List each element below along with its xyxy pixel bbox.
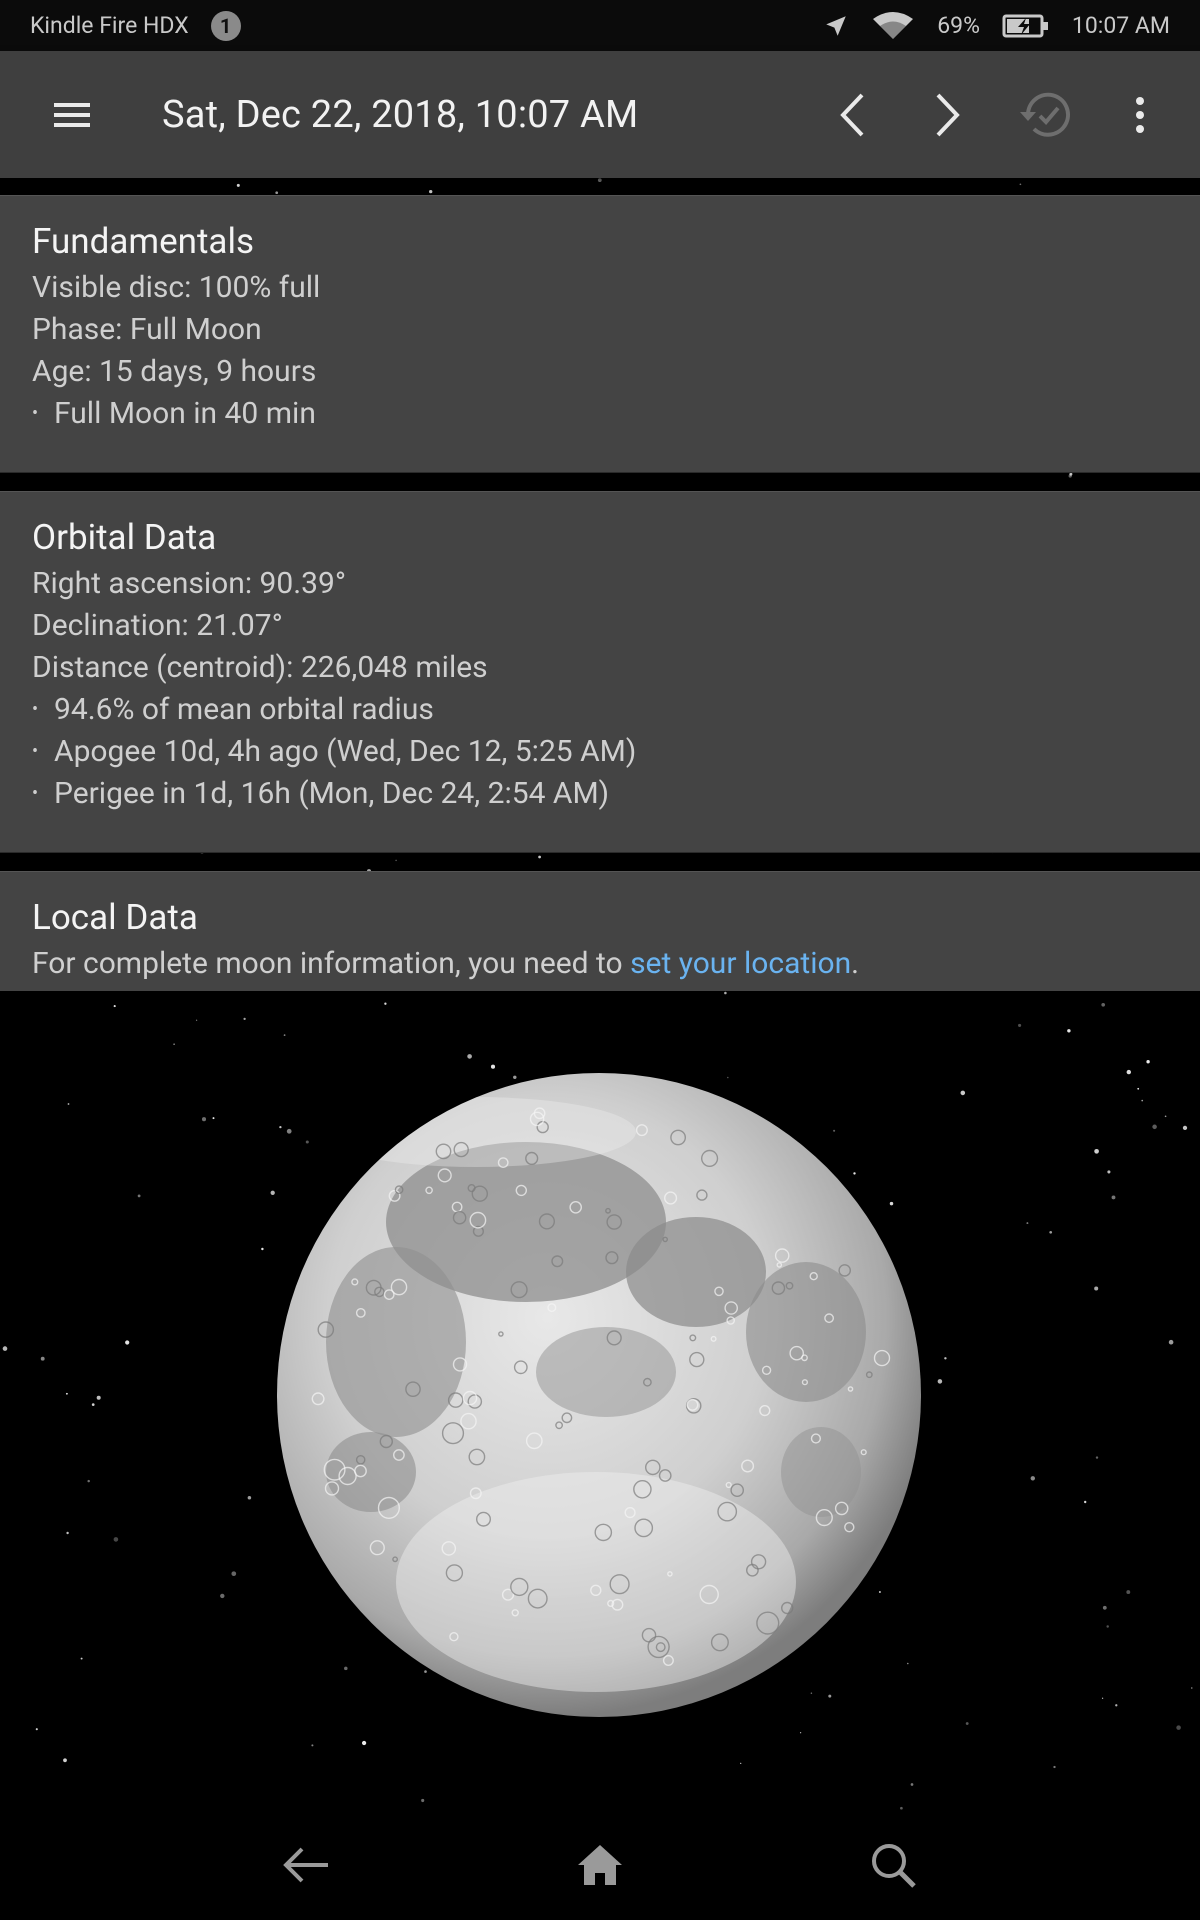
perigee-item — [32, 773, 1168, 815]
clock-time: 10:07 AM — [1071, 12, 1170, 39]
star — [68, 1103, 70, 1105]
star — [3, 1346, 8, 1351]
distance: Distance (centroid): 226,048 miles — [32, 650, 488, 685]
star — [429, 190, 432, 193]
star — [138, 1195, 141, 1198]
bullet-dot-icon: • — [32, 741, 39, 762]
chevron-left-icon[interactable] — [804, 67, 900, 163]
star — [114, 1537, 119, 1542]
star — [1141, 1100, 1143, 1102]
star — [1112, 1195, 1116, 1199]
star — [81, 1658, 83, 1660]
star — [237, 184, 240, 187]
status-bar — [0, 0, 1200, 51]
star — [1176, 1725, 1181, 1730]
star — [275, 191, 278, 194]
star — [36, 1728, 38, 1730]
star — [740, 1763, 741, 1764]
system-nav-bar — [0, 1810, 1200, 1920]
star — [1026, 1222, 1028, 1224]
battery-charging-icon — [1002, 13, 1050, 39]
full-moon-countdown-text: Full Moon in 40 min — [54, 396, 316, 431]
star — [362, 1741, 366, 1745]
star — [1067, 1029, 1070, 1032]
apogee-text: Apogee 10d, 4h ago (Wed, Dec 12, 5:25 AM) — [54, 734, 637, 769]
perigee-text: Perigee in 1d, 16h (Mon, Dec 24, 2:54 AM) — [54, 776, 610, 811]
star — [114, 1005, 116, 1007]
star — [97, 1396, 101, 1400]
star — [395, 860, 397, 862]
star — [724, 992, 727, 995]
search-icon[interactable] — [843, 1815, 943, 1915]
star — [1191, 1687, 1192, 1688]
star — [538, 856, 541, 859]
star — [261, 1248, 263, 1250]
star — [1101, 1003, 1105, 1007]
star — [271, 1191, 275, 1195]
wifi-icon — [871, 11, 915, 41]
more-vert-icon[interactable] — [1092, 67, 1188, 163]
star — [248, 1496, 252, 1500]
menu-icon[interactable] — [36, 79, 108, 151]
star — [1152, 1125, 1157, 1130]
back-arrow-icon[interactable] — [257, 1815, 357, 1915]
local-data-prefix: For complete moon information, you need to — [32, 946, 631, 981]
star — [66, 1532, 68, 1534]
star — [598, 178, 602, 182]
local-data-message — [32, 943, 1168, 985]
fundamentals-card — [0, 195, 1200, 473]
battery-percent: 69% — [937, 12, 980, 39]
star — [911, 1783, 914, 1786]
location-arrow-icon — [823, 13, 849, 39]
star — [1137, 1088, 1139, 1090]
star — [231, 1571, 236, 1576]
home-icon[interactable] — [550, 1815, 650, 1915]
star — [1127, 1070, 1131, 1074]
fundamentals-title: Fundamentals — [32, 221, 255, 262]
local-data-card — [0, 871, 1200, 991]
star — [66, 1393, 68, 1395]
local-data-suffix: . — [851, 946, 860, 981]
set-location-link[interactable]: set your location — [630, 946, 852, 981]
star — [491, 1065, 495, 1069]
star — [1094, 1286, 1098, 1290]
star — [1102, 1698, 1103, 1699]
star — [1103, 1606, 1107, 1610]
visible-disc: Visible disc: 100% full — [32, 270, 321, 305]
star — [1031, 1476, 1035, 1480]
star — [63, 1758, 67, 1762]
star — [1107, 1170, 1110, 1173]
chevron-right-icon[interactable] — [900, 67, 996, 163]
star — [1115, 1704, 1117, 1706]
star — [311, 1744, 313, 1746]
bullet-dot-icon: • — [32, 403, 39, 424]
star — [87, 1480, 89, 1482]
history-clock-icon[interactable] — [996, 67, 1092, 163]
star — [173, 1043, 175, 1045]
star — [284, 1034, 286, 1036]
star — [800, 1732, 801, 1733]
star — [467, 1054, 472, 1059]
star — [1020, 183, 1022, 185]
local-data-title: Local Data — [32, 897, 198, 938]
mean-radius-text: 94.6% of mean orbital radius — [54, 692, 434, 727]
device-name: Kindle Fire HDX — [30, 12, 189, 39]
moon-age: Age: 15 days, 9 hours — [32, 354, 317, 389]
star — [196, 1020, 197, 1021]
star — [1069, 473, 1072, 476]
app-toolbar — [0, 51, 1200, 178]
star — [92, 1403, 95, 1406]
orbital-data-card — [0, 491, 1200, 853]
star — [384, 1003, 386, 1005]
right-ascension: Right ascension: 90.39° — [32, 566, 347, 601]
star — [1084, 1501, 1086, 1503]
apogee-item — [32, 731, 1168, 773]
full-moon-countdown — [32, 393, 1168, 435]
star — [1018, 1024, 1021, 1027]
star — [1126, 1590, 1130, 1594]
star — [125, 1340, 129, 1344]
star — [966, 1722, 969, 1725]
star — [202, 1117, 206, 1121]
star — [243, 1018, 245, 1020]
star — [961, 1091, 966, 1096]
star — [1165, 1115, 1167, 1117]
star — [1183, 1126, 1187, 1130]
bullet-dot-icon: • — [32, 699, 39, 720]
star — [41, 1357, 45, 1361]
moon-phase: Phase: Full Moon — [32, 312, 262, 347]
star — [1146, 1060, 1149, 1063]
declination: Declination: 21.07° — [32, 608, 283, 643]
star — [1096, 1456, 1098, 1458]
star — [944, 1357, 946, 1359]
star — [1169, 1340, 1174, 1345]
mean-radius-item — [32, 689, 1168, 731]
moon-image[interactable] — [276, 1072, 922, 1718]
date-time-title[interactable]: Sat, Dec 22, 2018, 10:07 AM — [162, 92, 639, 137]
star — [1106, 1625, 1108, 1627]
star — [938, 1379, 943, 1384]
orbital-title: Orbital Data — [32, 517, 217, 558]
bullet-dot-icon: • — [32, 783, 39, 804]
star — [1094, 1149, 1099, 1154]
star — [220, 1594, 224, 1598]
star — [213, 1117, 215, 1119]
notification-count-badge[interactable]: 1 — [211, 11, 241, 41]
star — [1049, 1231, 1052, 1234]
star — [421, 1799, 424, 1802]
star — [1053, 1766, 1055, 1768]
